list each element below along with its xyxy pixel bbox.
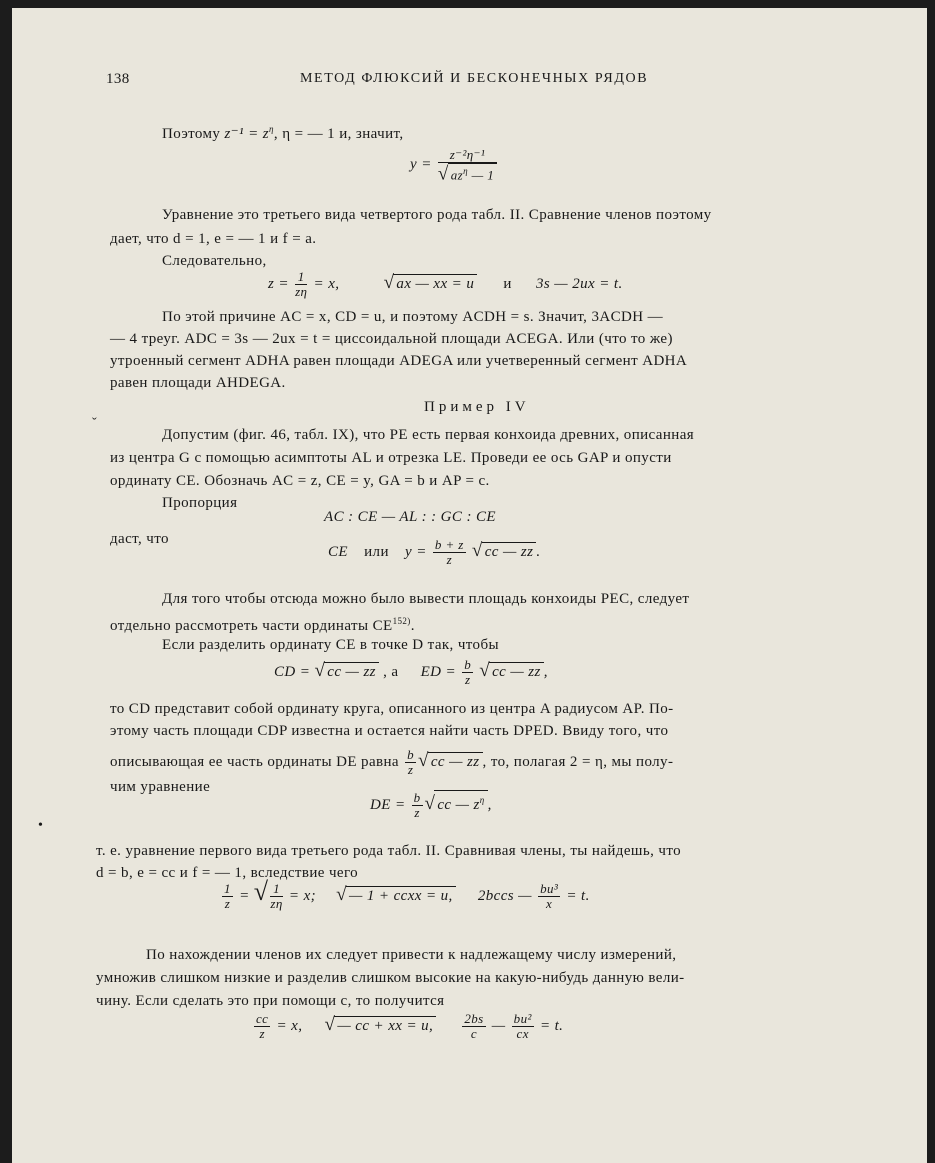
fraction bbox=[437, 147, 497, 185]
denominator bbox=[437, 163, 497, 185]
fraction: $\frac{b}{z}$ bbox=[464, 657, 472, 687]
paragraph-line: Следовательно, bbox=[162, 253, 267, 269]
paragraph-line: даст, что bbox=[110, 531, 169, 547]
equation-6: DE = $\frac{b}{z}$ √ cc — $z^\eta$ , bbox=[370, 790, 492, 821]
paragraph-line: из центра G с помощью асимптоты AL и отрезка LE. Проведи ее ось GAP и опусти bbox=[110, 450, 672, 466]
eq-lhs: y = bbox=[410, 156, 432, 173]
fraction: $\frac{1}{z\eta}$ bbox=[295, 269, 308, 299]
math: z⁻¹ = z bbox=[224, 126, 269, 142]
paragraph-line: умножив слишком низкие и разделив слишком высокие на какую-нибудь данную вели- bbox=[96, 970, 685, 986]
equation-4: CE или y = $\frac{b + z}{z}$ √ cc — zz . bbox=[328, 537, 541, 567]
sqrt-sign: √ bbox=[336, 883, 347, 905]
paragraph-line: Для того чтобы отсюда можно было вывести площадь конхоиды PEC, следует bbox=[162, 591, 690, 607]
paragraph-line: — 4 треуг. ADC = 3s — 2ux = t = циссоидальной площади ACEGA. Или (что то же) bbox=[110, 331, 673, 347]
fraction: $\frac{cc}{z}$ bbox=[256, 1011, 269, 1041]
text: η = — 1 и, значит, bbox=[282, 126, 404, 142]
paragraph-line: По этой причине AC = x, CD = u, и поэтому ACDH = s. Значит, 3ACDH — bbox=[162, 309, 663, 325]
radicand: $az^\eta$ — 1 bbox=[448, 163, 497, 182]
sqrt-sign: √ bbox=[437, 163, 449, 185]
fraction: $\frac{\text{bu²}}{cx}$ bbox=[513, 1011, 532, 1041]
section-heading: Пример IV bbox=[424, 399, 530, 415]
sqrt-sign: √ bbox=[471, 539, 483, 561]
paragraph-line: d = b, e = cc и f = — 1, вследствие чего bbox=[96, 865, 359, 881]
fraction: $\frac{2bs}{c}$ bbox=[464, 1011, 484, 1041]
sqrt-sign: √ bbox=[418, 749, 429, 771]
paragraph-line: Уравнение это третьего вида четвертого рода табл. II. Сравнение членов поэтому bbox=[162, 207, 712, 223]
paragraph-line: то CD представит собой ординату круга, описанного из центра A радиусом AP. По- bbox=[110, 701, 674, 717]
radicand: cc — zz bbox=[428, 752, 483, 771]
fraction: $\frac{\text{bu³}}{x}$ bbox=[540, 881, 559, 911]
equation-3: AC : CE — AL : : GC : CE bbox=[324, 509, 496, 525]
equation-7: $\frac{1}{z}$ = √ $\frac{1}{z\eta}$ = x; √ — 1 + ccxx = u, 2bccs — $\frac{\text{bu³}}{x}$ = t. bbox=[224, 876, 590, 911]
sqrt-sign: √ bbox=[253, 876, 269, 906]
radicand: — cc + xx = u, bbox=[334, 1016, 436, 1035]
fraction: $\frac{b + z}{z}$ bbox=[434, 537, 464, 567]
paragraph-line: Пропорция bbox=[162, 495, 238, 511]
sqrt-sign: √ bbox=[479, 659, 491, 681]
book-page bbox=[12, 8, 927, 1163]
paragraph-line: т. е. уравнение первого вида третьего рода табл. II. Сравнивая члены, ты найдешь, что bbox=[96, 843, 681, 859]
equation-5: CD = √ cc — zz , а ED = $\frac{b}{z}$ √ cc — zz , bbox=[274, 657, 548, 687]
fraction: $\frac{1}{z}$ bbox=[224, 881, 231, 911]
paragraph-line: По нахождении членов их следует привести к надлежащему числу измерений, bbox=[146, 947, 677, 963]
radicand: ax — xx = u bbox=[393, 274, 477, 293]
fraction: $\frac{b}{z}$ bbox=[413, 790, 421, 821]
math-sup: η bbox=[269, 124, 274, 134]
fraction: $\frac{b}{z}$ bbox=[407, 747, 415, 777]
paragraph-line: дает, что d = 1, e = — 1 и f = a. bbox=[110, 231, 317, 247]
paragraph-line: чину. Если сделать это при помощи c, то получится bbox=[96, 993, 445, 1009]
paragraph-line: описывающая ее часть ординаты DE равна $\frac{b}{z}$ √ cc — zz , то, полагая 2 = η, мы полу- bbox=[110, 747, 674, 777]
margin-dot: • bbox=[38, 818, 43, 833]
text: Поэтому bbox=[162, 126, 221, 142]
paragraph-line: чим уравнение bbox=[110, 779, 211, 795]
radicand: — 1 + ccxx = u, bbox=[346, 886, 456, 905]
radicand: cc — zz bbox=[324, 662, 379, 681]
running-header: МЕТОД ФЛЮКСИЙ И БЕСКОНЕЧНЫХ РЯДОВ bbox=[300, 71, 649, 86]
numerator: z⁻²η⁻¹ bbox=[438, 148, 497, 163]
paragraph-line: равен площади AHDEGA. bbox=[110, 375, 286, 391]
margin-mark: ˇ bbox=[92, 416, 97, 431]
paragraph-line: этому часть площади CDP известна и остается найти часть DPED. Ввиду того, что bbox=[110, 723, 669, 739]
sqrt-sign: √ bbox=[383, 271, 395, 293]
equation-2: z = $\frac{1}{z\eta}$ = x, √ ax — xx = u и 3s — 2ux = t. bbox=[268, 269, 623, 299]
equation-1 bbox=[410, 147, 499, 185]
footnote-ref: 152) bbox=[392, 616, 411, 626]
paragraph-line: Если разделить ординату CE в точке D так, чтобы bbox=[162, 637, 499, 653]
paragraph-line: Допустим (фиг. 46, табл. IX), что PE есть первая конхоида древних, описанная bbox=[162, 427, 695, 443]
sqrt-sign: √ bbox=[424, 793, 436, 814]
radicand: cc — zz bbox=[482, 542, 537, 561]
paragraph-line: ординату CE. Обозначь AC = z, CE = y, GA = b и AP = c. bbox=[110, 473, 490, 489]
equation-8: $\frac{cc}{z}$ = x, √ — cc + xx = u, $\frac{2bs}{c}$ — $\frac{\text{bu²}}{cx}$ = t. bbox=[256, 1011, 564, 1041]
radicand: cc — $z^\eta$ bbox=[434, 790, 487, 814]
sqrt-sign: √ bbox=[314, 659, 326, 681]
fraction: $\frac{1}{z\eta}$ bbox=[270, 881, 283, 911]
sqrt-sign: √ bbox=[324, 1013, 336, 1035]
paragraph-line: отдельно рассмотреть части ординаты CE$^{152)}$. bbox=[110, 616, 415, 634]
line-1: Поэтому $z^{-1} = z^\eta$, η = — 1 и, значит, bbox=[162, 124, 404, 142]
page-number: 138 bbox=[106, 71, 130, 87]
radicand: cc — zz bbox=[489, 662, 544, 681]
paragraph-line: утроенный сегмент ADHA равен площади ADEGA или учетверенный сегмент ADHA bbox=[110, 353, 688, 369]
